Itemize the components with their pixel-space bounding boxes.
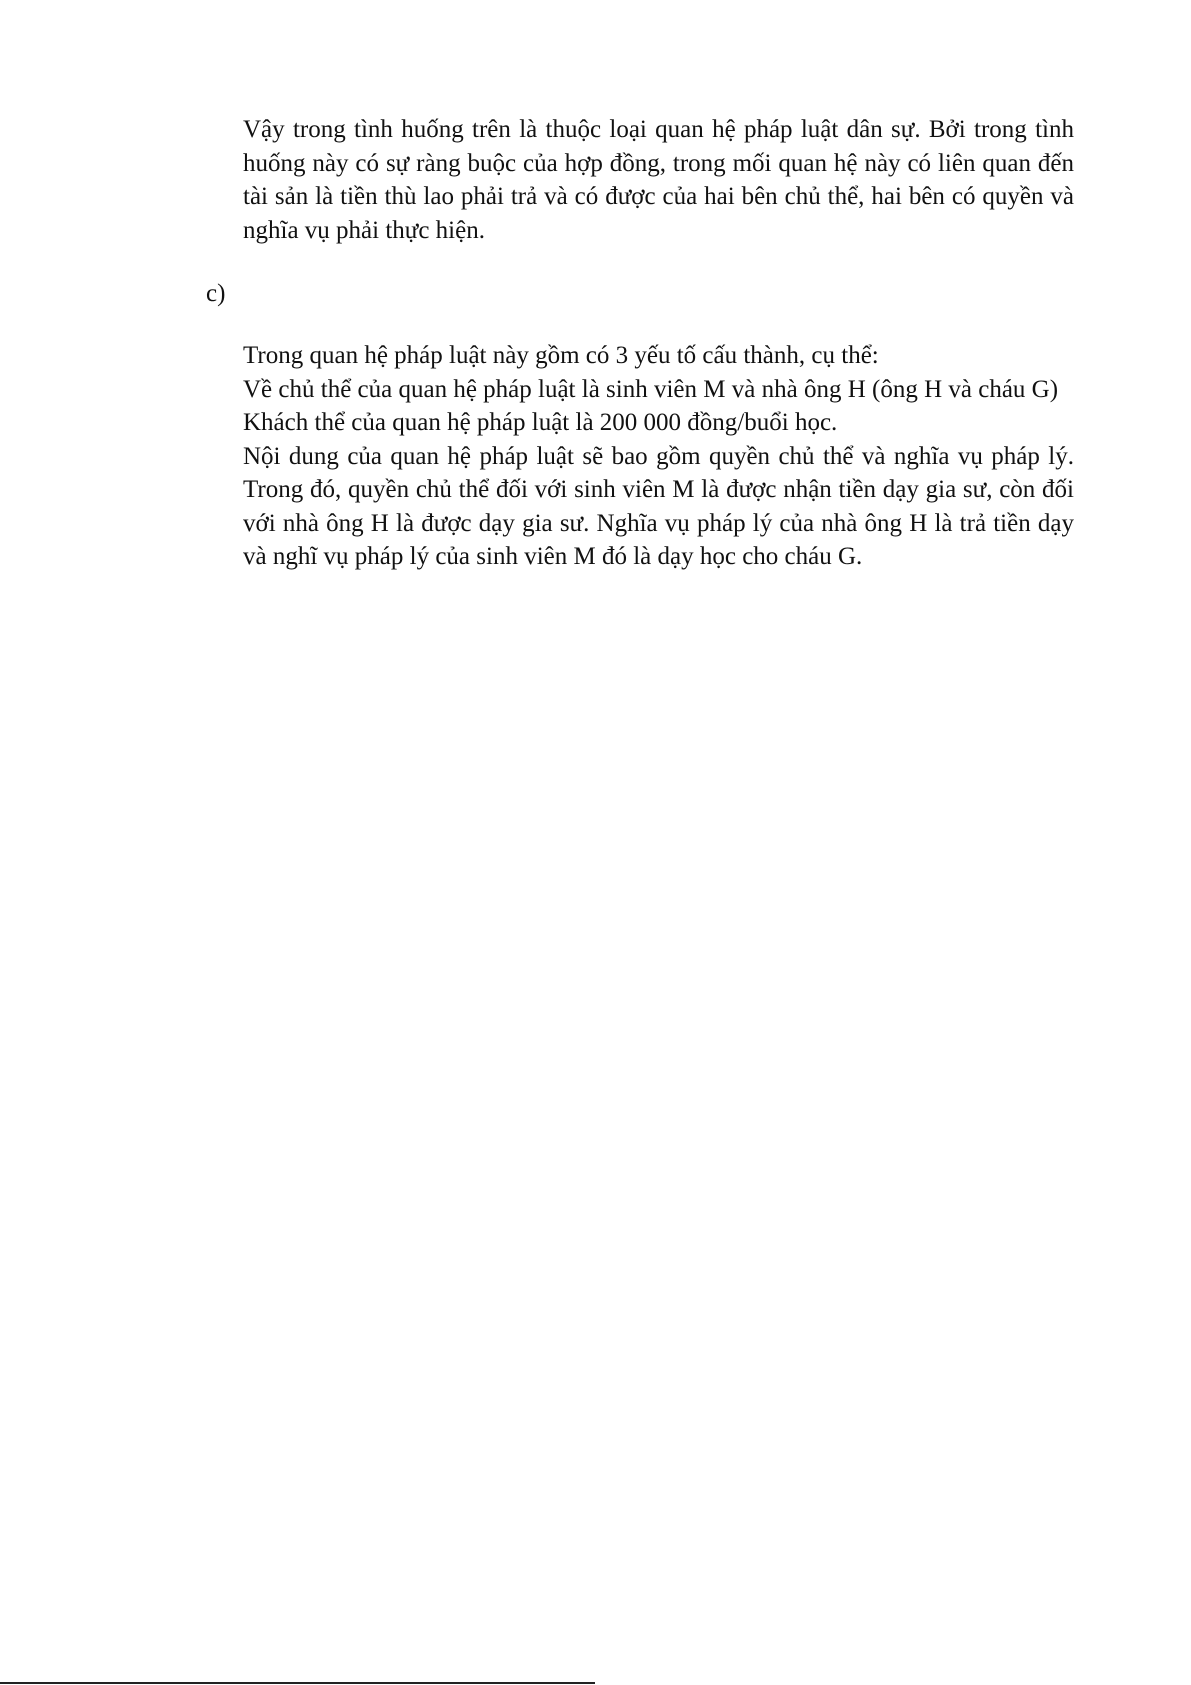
elements-intro-line: Trong quan hệ pháp luật này gồm có 3 yếu tố cấu thành, cụ thể:	[243, 342, 879, 369]
paragraph-conclusion: Vậy trong tình huống trên là thuộc loại quan hệ pháp luật dân sự. Bởi trong tình huống này có sự ràng buộc của hợp đồng, trong mối quan hệ này có liên quan đến tài sản là tiền thù lao phải trả và có được của hai bên chủ thể, hai bên có quyền và nghĩa vụ phải thực hiện.	[243, 116, 1074, 244]
content-line: Nội dung của quan hệ pháp luật sẽ bao gồm quyền chủ thể và nghĩa vụ pháp lý. Trong đó, quyền chủ thể đối với sinh viên M là được nhận tiền dạy gia sư, còn đối với nhà ông H là được dạy gia sư. Nghĩa vụ pháp lý của nhà ông H là trả tiền dạy và nghĩ vụ pháp lý của sinh viên M đó là dạy học cho cháu G.	[243, 442, 1074, 570]
paragraph-elements	[243, 339, 1074, 574]
page-bottom-rule	[0, 1682, 595, 1684]
subject-line: Về chủ thể của quan hệ pháp luật là sinh viên M và nhà ông H (ông H và cháu G)	[243, 375, 1059, 403]
object-line: Khách thể của quan hệ pháp luật là 200 000 đồng/buổi học.	[243, 409, 838, 436]
section-label-c: c)	[206, 280, 226, 307]
